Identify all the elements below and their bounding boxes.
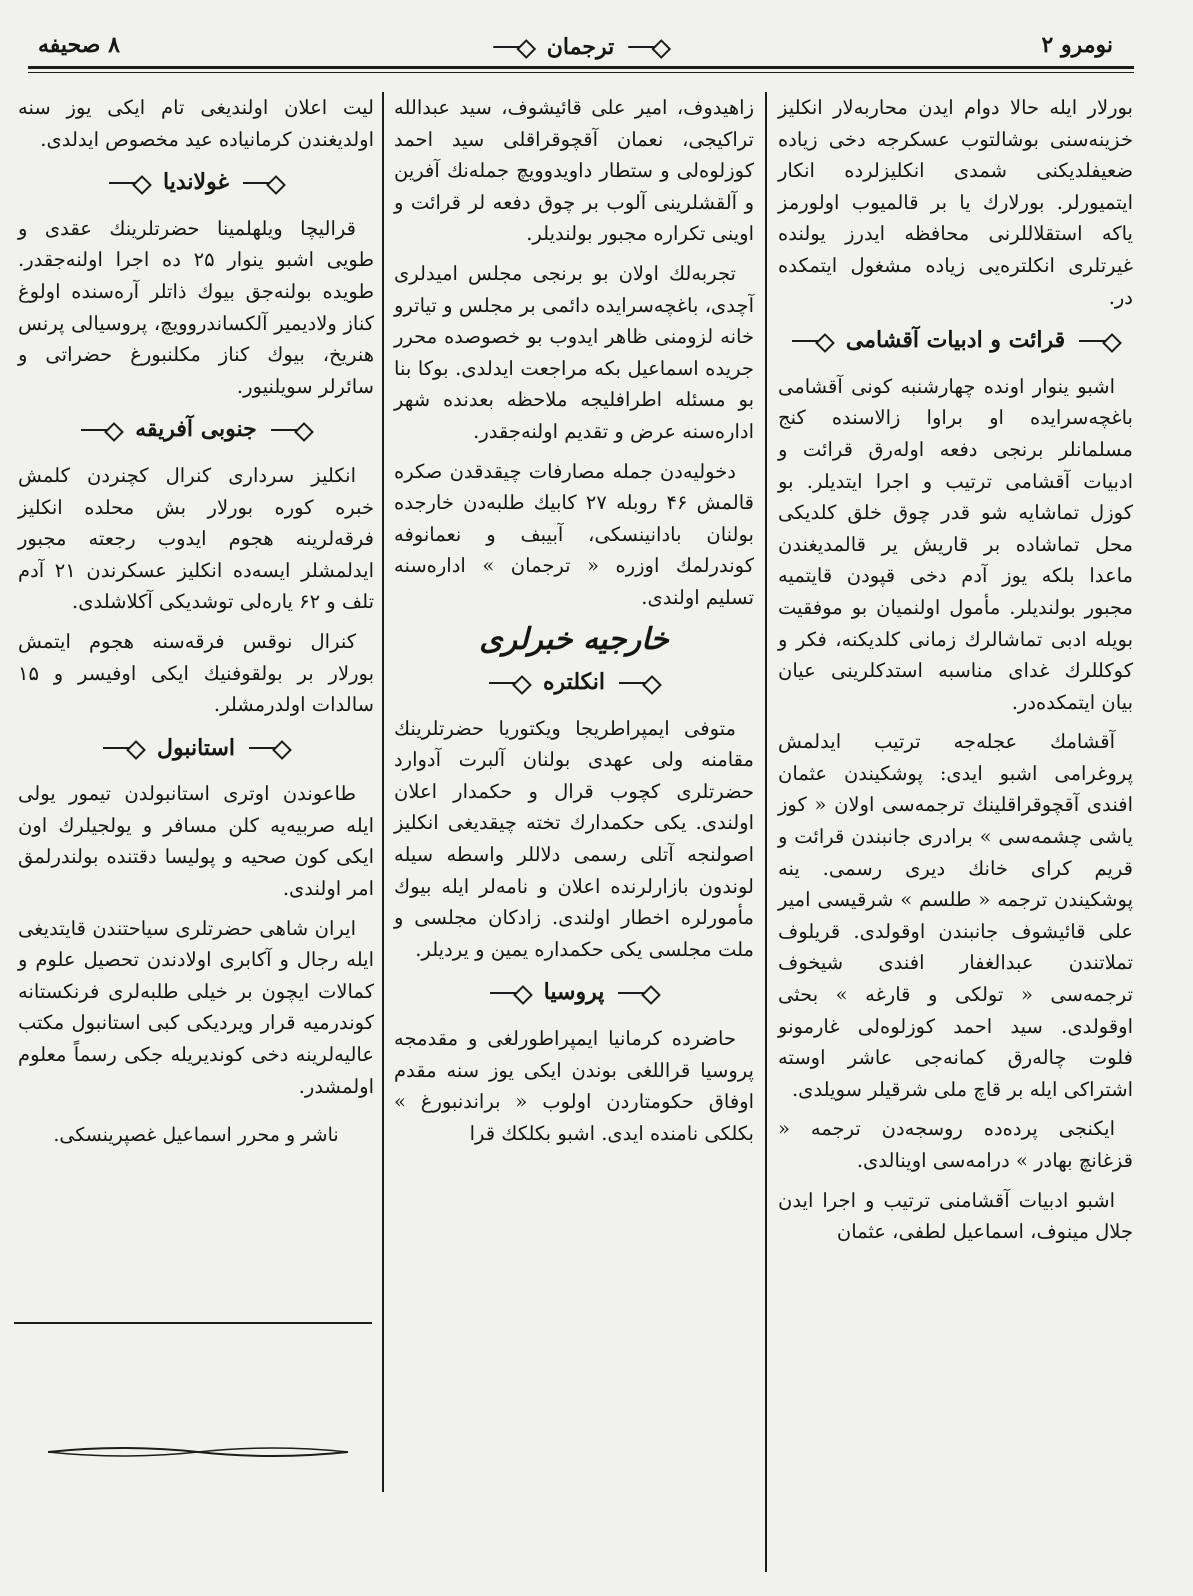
ornament-icon [271,421,311,439]
issue-number: نومرو ۲ [1041,32,1113,58]
article-paragraph: آقشامك عجله‌جه ترتیب ایدلمش پروغرامی اشبو ایدی: پوشکیندن عثمان افندی آقچوقراقلینك ترجمه‌سی اولان « کوز یاشی چشمه‌سی » برادری جانبندن قرائت و قریم کرای خانك دیری رسمی. ینه پوشکیندن ترجمه « طلسم » شرقیسی امیر علی قائیشوف جانبندن اوقولدی. قریلوف تملاتندن عبدالغفار افندی شیخوف ترجمه‌سی « تولکی و قارغه » بحثی اوقولدی. سید احمد کوزلوه‌لی غارمونو فلوت چاله‌رق کمانه‌جی عاشر اوسته اشتراکی ایله بر قاچ ملی شرقیلر سویلدی. [778,730,1133,1101]
article-paragraph: ایران شاهی حضرتلری سیاحتندن قایتدیغی ایله رجال و آکابری اولادندن تحصیل علوم و کمالات ایچون بر خیلی طلبه‌لری فرنکستانه کوندرمیه قرار ویردیکی کبی استانبول مکتب عالیه‌لرینه دخی کوندیریله جکی رسماً معلوم اولمشدر. [18,916,374,1098]
article-paragraph: دخولیه‌دن جمله مصارفات چیقدقدن صکره قالمش ۴۶ روبله ۲۷ کابیك طلبه‌دن خارجده بولنان بادانینسکی، آبیبف و نعمانوفه کوندرلمك اوزره « ترجمان » اداره‌سنه تسلیم اولندی. [394,459,754,609]
section-title: قرائت و ادبیات آقشامی [845,327,1066,354]
ornament-icon [81,421,121,439]
masthead-rule [28,66,1134,69]
article-paragraph: قرالیچا ویلهلمینا حضرتلرینك عقدی و طویی اشبو ینوار ۲۵ ده اجرا اولنه‌جقدر. طویده بولنه‌جق بیوك ذاتلر آره‌سنده اولوغ کناز ولادیمیر آلکساندروویچ، پروسیالی پرنس هنریخ، بیوك کناز مکلنبورغ حضراتی و سائرلر سویلنیور. [18,216,374,398]
ornament-icon [628,38,668,56]
ornament-icon [103,739,143,757]
article-paragraph: انکلیز سرداری کنرال کچنردن کلمش خبره کوره بورلار بش محلده انکلیز فرقه‌لرینه هجوم ایدوب رجعته مجبور ایدلمشلر ایسه‌ده انکلیز عسکرندن ۲۱ آدم تلف و ۶۲ یاره‌لی توشدیکی آکلاشلدی. [18,463,374,614]
article-paragraph: لیت اعلان اولندیغی تام ایکی یوز سنه اولدیغندن کرمانیاده عید مخصوص ایدلدی. [18,96,374,151]
ornament-icon [243,174,283,192]
right-column [778,92,1133,1582]
ornament-icon [493,38,533,56]
ornament-icon [792,332,832,350]
middle-column [394,92,754,1582]
section-heading [778,325,1133,357]
ornament-icon [1079,332,1119,350]
article-paragraph: متوفی ایمپراطریجا ویکتوریا حضرتلرینك مقامنه ولی عهدی بولنان آلبرت آدوارد حضرتلری کچوب قرال و حکمدار اعلان اولندی. یکی حکمدارك تخته چیقدیغی انکلیز اصولنجه آتلی رسمی دلاللر واسطه سیله لوندون بازارلرنده اعلان و نامه‌لر ایله بیوك مأمورلره اخطار اولندی. زادکان مجلسی و ملت مجلسی یکی حکمداره یمین و یردیلر. [394,716,754,961]
masthead-rule-thin [28,72,1134,73]
footer-rule [14,1322,372,1324]
ornament-icon [490,984,530,1002]
section-title: غولاندیا [163,169,229,196]
section-heading [18,167,374,199]
masthead [28,30,1133,64]
column-divider [382,92,384,1492]
ornament-icon [489,674,529,692]
foreign-news-heading: خارجیه خبرلری [479,621,669,657]
publisher-signature: ناشر و محرر اسماعیل غصپرینسکی. [53,1124,339,1147]
article-paragraph: کنرال نوقس فرقه‌سنه هجوم ایتمش بورلار بر بولقوفنیك ایکی اوفیسر و ۱۵ سالدات اولدرمشلر. [18,629,374,717]
ornament-icon [618,984,658,1002]
article-paragraph: زاهیدوف، امیر علی قائیشوف، سید عبدالله تراکیجی، نعمان آقچوقراقلی سید احمد کوزلوه‌لی و ستطار داویدوویچ جمله‌نك آفرین و آلقشلرینی آلوب بر چوق دفعه لر قرائت و اوینی تکراره مجبور بولندیلر. [394,96,754,246]
masthead-title-block [493,34,668,60]
newspaper-title: ترجمان [546,34,615,60]
article-paragraph: اشبو ادبیات آقشامنی ترتیب و اجرا ایدن جلال مینوف، اسماعیل لطفی، عثمان [778,1188,1133,1244]
page-number: ۸ صحیفه [38,32,120,58]
section-title: پروسیا [543,979,605,1006]
article-paragraph: ایکنجی پرده‌ده روسجه‌دن ترجمه « قزغانچ بهادر » درامه‌سی اوینالدی. [778,1117,1133,1172]
ornament-icon [109,174,149,192]
article-paragraph: بورلار ایله حالا دوام ایدن محاربه‌لار انکلیز خزینه‌سنی بوشالتوب عسکرجه دخی زیاده ضعیفلدیکنی شمدی انکلیزلرده انکار ایتمیورلر. بورلارك یا بر قالمیوب اولورمز یاکه استقلاللرنی محافظه ایدرز یولنده غیرتلری انکلتره‌یی زیاده مشغول ایتمکده در. [778,96,1133,309]
article-paragraph: اشبو ینوار اونده چهارشنبه کونی آقشامی باغچه‌سرایده او براوا زالاسنده کنج مسلمانلر برنجی دفعه اوله‌رق قرائت و ادبیات آقشامی ترتیب و اجرا ایتدیلر. بو کوزل تماشایه شو قدر چوق خلق کلدیکی محل تماشاده بر قاریش یر قالمدیغندن ماعدا بلکه یوز آدم دخی قپودن قایتمیه مجبور بولندیلر. مأمول اولنمیان بو موفقیت بویله ادبی تماشالرك زمانی کلدیکنه، فکر و کوکللرك غدای مناسبه استدکلرینی عیان بیان ایتمکده‌در. [778,374,1133,714]
column-divider [765,92,767,1572]
article-paragraph: حاضرده کرمانیا ایمپراطورلغی و مقدمجه پروسیا قراللغی بوندن ایکی یوز سنه مقدم اوفاق حکومتاردن اولوب « براندنبورغ » بکلکی نامنده ایدی. اشبو بکلکك قرا [394,1027,754,1145]
section-title: استانبول [157,734,235,761]
section-title: جنوبی آفریقه [135,416,257,443]
section-heading [394,977,754,1009]
section-heading [394,667,754,699]
ornament-icon [619,674,659,692]
left-column [18,92,374,1582]
section-heading [18,414,374,446]
section-heading [18,733,374,765]
ornament-icon [249,739,289,757]
article-paragraph: طاعوندن اوتری استانبولدن تیمور یولی ایله صربیه‌یه کلن مسافر و یولجیلرك اون ایکی کون صحیه و پولیسا دقتنده بولندرلمق امر اولندی. [18,782,374,901]
article-paragraph: تجربه‌لك اولان بو برنجی مجلس امیدلری آچدی، باغچه‌سرایده دائمی بر مجلس و تیاترو خانه لزومنی ظاهر ایدوب بو خصوصده محرر جریده اسماعیل بکه مراجعت ایدلدی. بوکا بنا بو مسئله اطرافلیجه ملاحظه بعدنده شهر اداره‌سنه عرض و تقدیم اولنه‌جقدر. [394,261,754,443]
flourish-ornament-icon [48,1442,348,1462]
section-title: انکلتره [543,669,605,696]
